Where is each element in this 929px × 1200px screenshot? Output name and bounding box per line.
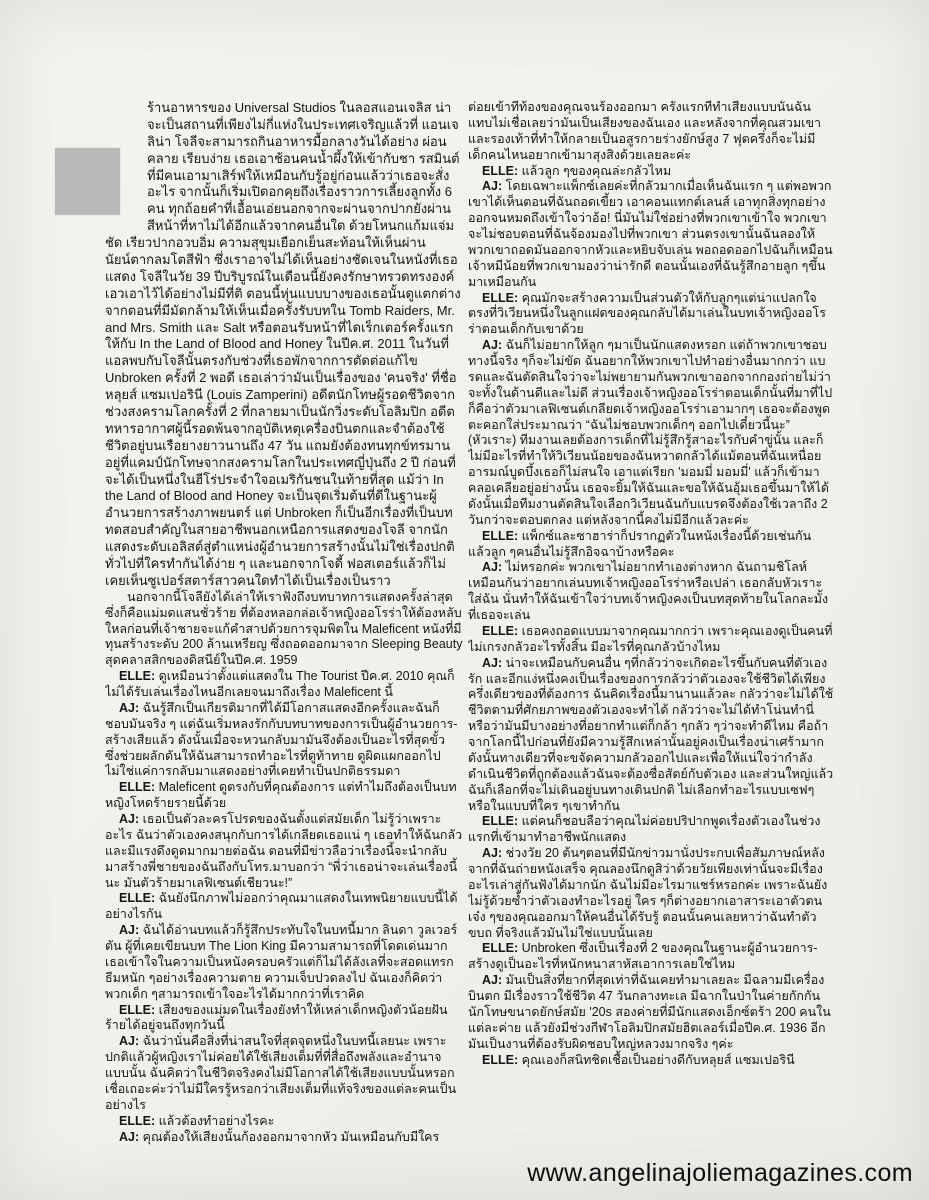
- qa-paragraph: AJ: ฉันว่านั่นคือสิ่งที่น่าสนใจที่สุดจุดหนึ่งในบทนี้เลยนะ เพราะปกติแล้วผู้หญิงเราไม่ค่อยได้ใช้เสียงเต็มที่ที่สื่อถึงพลังและอำนาจแบบนั้น ฉันคิดว่าในชีวิตจริงคงไม่มีโอกาสได้ใช้เสียงแบบนั้นหรอก เชื่อเถอะค่ะว่าไม่มีใครรู้หรอกว่าเสียงเต็มที่แท้จริงของแต่ละคนเป็นอย่างไร: [105, 1034, 457, 1112]
- speaker-label: AJ:: [482, 338, 506, 353]
- qa-paragraph: ELLE: Unbroken ซึ่งเป็นเรื่องที่ 2 ของคุณในฐานะผู้อำนวยการ-สร้างดูเป็นอะไรที่หนักหนาสาหัสเอาการเลยใช่ไหม: [468, 941, 818, 972]
- speaker-label: ELLE:: [482, 623, 522, 638]
- qa-paragraph: ELLE: แล้วต้องทำอย่างไรคะ: [119, 1113, 275, 1128]
- speaker-label: ELLE:: [482, 163, 522, 178]
- speaker-label: AJ:: [119, 1034, 143, 1049]
- body-paragraph: ร้านอาหารของ Universal Studios ในลอสแอนเจลิส น่าจะเป็นสถานที่เพียงไม่กี่แห่งในประเทศเจริญแล้วที่ แอนเจลิน่า โจลีจะสามารถกินอาหารมื้อกลางวันได้อย่าง ผ่อนคลาย เรียบง่าย เธอเอาช้อนคนน้ำผึ้งให้เข้ากับชา รสมินต์ที่มีคนเอามาเสิร์ฟให้เหมือนกับรู้อยู่ก่อนแล้วว่าเธอจะสั่งอะไร จากนั้นก็เริ่มเปิดอกคุยถึงเรื่องราวการเลี้ยงลูกทั้ง 6 คน ทุกถ้อยคำที่เอื้อนเอ่ยนอกจากจะผ่านจากปากยังผ่านสีหน้าที่หาไม่ได้อีกแล้วจากคนอื่นใด ด้วยโหนกแก้มแจ่มชัด เรียวปากอวบอิ่ม ความสุขุมเยือกเย็นสะท้อนให้เห็นผ่านนัยน์ตากลมโตสีฟ้า ซึ่งเราอาจไม่ได้เห็นอย่างชัดเจนในหนังที่เธอแสดง โจลีในวัย 39 ปีบริบูรณ์ในเดือนนี้ยังคงรักษาทรวดทรงองค์เอวเอาไว้ได้อย่างไม่มีที่ติ ตอนนี้หุ่นแบบบางของเธอนั้นดูแตกต่างจากตอนที่มีมัดกล้ามให้เห็นเมื่อครั้งรับบทใน Tomb Raiders, Mr. and Mrs. Smith และ Salt หรือตอนรับหน้าที่ไดเร็กเตอร์ครั้งแรกให้กับ In the Land of Blood and Honey ในปีค.ศ. 2011 ในวันที่แอลพบกับโจลีนั้นตรงกับช่วงที่เธอพักจากการตัดต่อแก้ไข Unbroken ครั้งที่ 2 พอดี เธอเล่าว่ามันเป็นเรื่องของ 'คนจริง' ที่ชื่อหลุยส์ แซมเปอรินี (Louis Zamperini) อดีตนักโทษผู้รอดชีวิตจากช่วงสงครามโลกครั้งที่ 2 ที่กลายมาเป็นนักวิ่งระดับโอลิมปิก อดีตทหารอากาศผู้นี้รอดพ้นจากอุบัติเหตุเครื่องบินตกและจำต้องใช้ชีวิตอยู่บนเรือยางยาวนานถึง 47 วัน แถมยังต้องทนทุกข์ทรมานอยู่ที่แคมป์นักโทษจากสงครามโลกในประเทศญี่ปุ่นถึง 2 ปี ก่อนที่จะได้เป็นหนึ่งในฮีโร่ประจำใจอเมริกันชนในท้ายที่สุด แม้ว่า In the Land of Blood and Honey จะเป็นจุดเริ่มต้นที่ดีในฐานะผู้อำนวยการสร้างภาพยนตร์ แต่ Unbroken ก็เป็นอีกเรื่องที่เป็นบททดสอบสำคัญในสายอาชีพนอกเหนือการแสดงของโจลี จากนักแสดงระดับเอลิสต์สู่ตำแหน่งผู้อำนวยการสร้างนั้นไม่ใช่เรื่องปกติทั่วไปที่ใครทำกันได้ง่าย ๆ และนอกจากโจดี้ ฟอสเตอร์แล้วก็ไม่เคยเห็นซูเปอร์สตาร์สาวคนใดทำได้เป็นเรื่องเป็นราว: [105, 100, 461, 588]
- qa-paragraph: AJ: ฉันก็ไม่อยากให้ลูก ๆมาเป็นนักแสดงหรอก แต่ถ้าพวกเขาชอบทางนี้จริง ๆก็จะไม่ขัด ฉันอยากให้พวกเขาไปทำอย่างอื่นมากกว่า แบรดและฉันตัดสินใจว่าจะไม่พยายามกันพวกเขาออกจากกองถ่ายไม่ว่าจะทั้งในด้านดีและไม่ดี ส่วนเรื่องเจ้าหญิงออโรร่าตอนเด็กนั้นที่มาที่ไปก็คือว่าตัวมาเลฟิเซนต์เกลียดเจ้าหญิงออโรร่าเอามากๆ เธอจะต้องพูดตะคอกใส่ประมาณว่า “ฉันไม่ชอบพวกเด็กๆ ออกไปเดี๋ยวนี้นะ” (หัวเราะ) ทีมงานเลยต้องการเด็กที่ไม่รู้สึกรู้สาอะไรกับคำขู่นั้น และก็ไม่มีอะไรที่ทำให้วิเวียนน้อยของฉันหวาดกลัวได้แม้ตอนที่ฉันเหนื่อย อารมณ์บูดบึ้งเธอก็ไม่สนใจ เอาแต่เรียก 'มอมมี่ มอมมี่' แล้วก็เข้ามาคลอเคลียอยู่อย่างนั้น เธอจะยิ้มให้ฉันและขอให้ฉันอุ้มเธอขึ้นมาให้ได้ ดังนั้นเมื่อทีมงานตัดสินใจเลือกวิเวียนฉันกับแบรดจึงต้องใช้เวลาถึง 2 วันกว่าจะตอบตกลง แต่หลังจากนี้คงไม่มีอีกแล้วละค่ะ: [468, 338, 833, 527]
- qa-paragraph: ELLE: ฉันยังนึกภาพไม่ออกว่าคุณมาแสดงในเทพนิยายแบบนี้ได้อย่างไรกัน: [105, 891, 458, 922]
- speaker-label: AJ:: [119, 923, 143, 938]
- speaker-label: ELLE:: [119, 891, 159, 906]
- qa-paragraph: ELLE: แล้วลูก ๆของคุณล่ะกลัวไหม: [482, 163, 672, 178]
- speaker-label: ELLE:: [119, 1113, 159, 1128]
- opening-indent-spacer: [105, 100, 147, 230]
- speaker-label: ELLE:: [482, 290, 522, 305]
- speaker-label: ELLE:: [119, 780, 159, 795]
- body-paragraph: นอกจากนี้โจลียังได้เล่าให้เราฟังถึงบทบาทการแสดงครั้งล่าสุด ซึ่งก็คือแม่มดแสนชั่วร้าย ที่ต้องหลอกล่อเจ้าหญิงออโรร่าให้ต้องหลับใหลก่อนที่เจ้าชายจะแก้คำสาปด้วยการจุมพิตใน Maleficent หนังที่มีทุนสร้างระดับ 200 ล้านเหรียญ ซึ่งถอดออกมาจาก Sleeping Beauty สุดคลาสสิกของดิสนีย์ในปีค.ศ. 1959: [105, 589, 463, 668]
- qa-paragraph: ELLE: คุณมักจะสร้างความเป็นส่วนตัวให้กับลูกๆแต่น่าแปลกใจตรงที่วิเวียนหนึ่งในลูกแฝดของคุณกลับได้มาเล่นในบทเจ้าหญิงออโรร่าตอนเด็กกับเขาด้วย: [468, 290, 826, 337]
- speaker-label: ELLE:: [482, 1052, 522, 1067]
- qa-paragraph: AJ: ช่วงวัย 20 ต้นๆตอนที่มีนักข่าวมานั่งประกบเพื่อสัมภาษณ์หลังจากที่ฉันถ่ายหนังเสร็จ คุณลองนึกดูสิว่าด้วยวัยเพียงเท่านั้นจะมีเรื่องอะไรเล่าสู่กันฟังได้มากนัก ฉันไม่มีอะไรมาแชร์หรอกค่ะ เพราะฉันยังไม่รู้ด้วยซ้ำว่าตัวเองทำอะไรอยู่ ใคร ๆก็ต่างอยากเอาสาระเอาตัวตนเจ๋ง ๆของคุณออกมาให้คนอื่นได้รับรู้ ตอนนั้นคนเลยหาว่าฉันทำตัวขบถ ที่จริงแล้วมันไม่ใช่แบบนั้นเลย: [468, 846, 828, 940]
- qa-paragraph: ELLE: Maleficent ดูตรงกับที่คุณต้องการ แต่ทำไมถึงต้องเป็นบทหญิงโหดร้ายรายนี้ด้วย: [105, 780, 457, 811]
- qa-paragraph: AJ: ฉันได้อ่านบทแล้วก็รู้สึกประทับใจในบทนี้มาก ลินดา วูลเวอร์ตัน ผู้ที่เคยเขียนบท The Lion King มีความสามารถที่โดดเด่นมาก เธอเข้าใจในความเป็นหนังครอบครัวแต่ก็ไม่ได้ลังเลที่จะสอดแทรกธีมหนัก ๆอย่างเรื่องความตาย ความเจ็บปวดลงไป ฉันเองก็คิดว่าพวกเด็ก ๆสามารถเข้าใจอะไรได้มากกว่าที่เราคิด: [105, 923, 458, 1001]
- speaker-label: ELLE:: [482, 814, 522, 829]
- speaker-label: AJ:: [482, 179, 506, 194]
- qa-paragraph: AJ: น่าจะเหมือนกับคนอื่น ๆที่กลัวว่าจะเกิดอะไรขึ้นกับคนที่ตัวเองรัก และอีกแง่หนึ่งคงเป็นเรื่องของการกลัวว่าตัวเองจะใช้ชีวิตได้เพียงครึ่งเดียวของที่ต้องการ ฉันคิดเรื่องนี้มานานแล้วละ กลัวว่าจะไม่ได้ใช้ชีวิตตามที่ศักยภาพของตัวเองจะทำได้ กลัวว่าจะไม่ได้ทำโน่นทำนี่ หรือว่ามันมีบางอย่างที่อยากทำแต่ก็กล้า ๆกลัว ๆว่าจะทำดีไหม คือถ้าจากโลกนี้ไปก่อนที่ยังมีความรู้สึกเหล่านั้นอยู่คงเป็นเรื่องน่าเศร้ามาก ดังนั้นทางเดียวที่จะขจัดความกลัวออกไปและเพื่อให้แน่ใจว่ากำลังดำเนินชีวิตที่ถูกต้องแล้วฉันจะต้องซื่อสัตย์กับตัวเอง และส่วนใหญ่แล้วฉันก็เลือกที่จะไม่เดินอยู่บนทางเดินปกติ ไม่เลือกทำอะไรแบบเซฟๆ หรือในแบบที่ใคร ๆเขาทำกัน: [468, 655, 834, 813]
- speaker-label: ELLE:: [119, 1002, 159, 1017]
- qa-paragraph: ELLE: แต่คนก็ชอบลือว่าคุณไม่ค่อยปริปากพูดเรื่องตัวเองในช่วงแรกที่เข้ามาทำอาชีพนักแสดง: [468, 814, 821, 845]
- speaker-label: ELLE:: [482, 941, 522, 956]
- qa-paragraph: ELLE: เสียงของแม่มดในเรื่องยังทำให้เหล่าเด็กหญิงตัวน้อยฝันร้ายได้อยู่จนถึงทุกวันนี้: [105, 1002, 448, 1033]
- text-column-left: [105, 100, 463, 1148]
- speaker-label: AJ:: [482, 655, 506, 670]
- speaker-label: AJ:: [119, 700, 143, 715]
- speaker-label: AJ:: [119, 1129, 143, 1144]
- qa-paragraph: ELLE: ดูเหมือนว่าตั้งแต่แสดงใน The Tourist ปีค.ศ. 2010 คุณก็ไม่ได้รับเล่นเรื่องไหนอีกเลยจนมาถึงเรื่อง Maleficent นี้: [105, 669, 455, 700]
- qa-paragraph: AJ: เธอเป็นตัวละครโปรดของฉันตั้งแต่สมัยเด็ก ไม่รู้ว่าเพราะอะไร ฉันว่าตัวเองคงสนุกกับการได้เกลียดเธอแน่ ๆ เธอทำให้ฉันกลัวและมีแรงดึงดูดมากมายต่อฉัน ตอนที่มีข่าวลือว่าเรื่องนี้จะนำกลับมาสร้างพี่ชายของฉันถึงกับโทร.มาบอกว่า “พี่ว่าเธอน่าจะเล่นเรื่องนี้นะ มันตัวร้ายมาเลฟิเซนต์เชียวนะ!”: [105, 812, 463, 890]
- watermark-url: www.angelinajoliemagazines.com: [527, 1159, 913, 1187]
- text-column-right: [468, 100, 834, 1148]
- qa-paragraph: ELLE: แพ็กซ์และซาฮาร่าก็ปรากฏตัวในหนังเรื่องนี้ด้วยเช่นกัน แล้วลูก ๆคนอื่นไม่รู้สึกอิจฉาบ้างหรือคะ: [468, 528, 812, 559]
- qa-paragraph: ELLE: เธอคงถอดแบบมาจากคุณมากกว่า เพราะคุณเองดูเป็นคนที่ไม่เกรงกลัวอะไรทั้งสิ้น มีอะไรที่คุณกลัวบ้างไหม: [468, 623, 833, 654]
- speaker-label: AJ:: [119, 812, 143, 827]
- speaker-label: AJ:: [482, 973, 506, 988]
- qa-paragraph: AJ: คุณต้องให้เสียงนั้นก้องออกมาจากหัว มันเหมือนกับมีใคร: [119, 1129, 440, 1144]
- qa-paragraph: AJ: มันเป็นสิ่งที่ยากที่สุดเท่าที่ฉันเคยทำมาเลยละ มีฉลามมีเครื่องบินตก มีเรื่องราวใช้ชีวิต 47 วันกลางทะเล มีฉากในป่าในค่ายกักกันนักโทษขนาดยักษ์สมัย '20s สองค่ายที่มีนักแสดงเอ็กซ์ตร้า 200 คนในแต่ละค่าย แล้วยังมีช่วงกีฬาโอลิมปิกสมัยฮิตเลอร์เมื่อปีค.ศ. 1936 อีก มันเป็นงานที่ต้องรับผิดชอบใหญ่หลวงมากจริง ๆค่ะ: [468, 973, 831, 1051]
- qa-paragraph: AJ: ไม่หรอกค่ะ พวกเขาไม่อยากทำเองต่างหาก ฉันถามชิโลห์เหมือนกันว่าอยากเล่นบทเจ้าหญิงออโรร่าหรือเปล่า เธอกลับหัวเราะใส่ฉัน นั่นทำให้ฉันเข้าใจว่าบทเจ้าหญิงคงเป็นบทสุดท้ายในโลกละมั้งที่เธอจะเล่น: [468, 560, 829, 622]
- speaker-label: AJ:: [482, 846, 506, 861]
- speaker-label: AJ:: [482, 560, 506, 575]
- speaker-label: ELLE:: [119, 669, 159, 684]
- qa-paragraph: AJ: ฉันรู้สึกเป็นเกียรติมากที่ได้มีโอกาสแสดงอีกครั้งและฉันก็ชอบมันจริง ๆ แต่ฉันเริ่มหลงรักกับบทบาทของการเป็นผู้อำนวยการ-สร้างเสียแล้ว ดังนั้นเมื่อจะหวนกลับมามันจึงต้องเป็นอะไรที่สุดขั้ว ซึ่งช่วยผลักดันให้ฉันสามารถทำอะไรที่ดูท้าทาย ดูผิดแผกออกไป ไม่ใช่แค่การกลับมาแสดงอย่างที่เคยทำเป็นปกติธรรมดา: [105, 700, 458, 779]
- body-paragraph: ต่อยเข้าที่ท้องของคุณจนร้องออกมา ครั้งแรกที่ทำเสียงแบบนั้นฉันแทบไม่เชื่อเลยว่ามันเป็นเสียงของฉันเอง และหลังจากที่คุณสวมเขาและรองเท้าที่ทำให้กลายเป็นอสูรกายร่างยักษ์สูง 7 ฟุตครึ่งก็จะไม่มีเด็กคนไหนอยากเข้ามาสุงสิงด้วยเลยละค่ะ: [468, 100, 822, 162]
- qa-paragraph: AJ: โดยเฉพาะแพ็กซ์เลยค่ะที่กลัวมากเมื่อเห็นฉันแรก ๆ แต่พอพวกเขาได้เห็นตอนที่ฉันถอดเขี้ยว เอาคอนแทกต์เลนส์ เอาทุกสิ่งทุกอย่างออกจนหมดถึงเข้าใจว่าอ้อ! นี่มันไม่ใช่อย่างที่พวกเขาเข้าใจ พวกเขาจะไม่ชอบตอนที่ฉันจ้องมองไปที่พวกเขา ส่วนตรงเขานั้นฉันลองให้พวกเขาถอดมันออกจากหัวและหยิบจับเล่น พอถอดออกไปฉันก็เหมือนเจ้าหมีน้อยที่พวกเขามองว่าน่ารักดี ตอนนั้นเองที่ฉันรู้สึกอายลูก ๆขึ้นมาเหมือนกัน: [468, 179, 833, 289]
- speaker-label: ELLE:: [482, 528, 522, 543]
- qa-paragraph: ELLE: คุณเองก็สนิทชิดเชื้อเป็นอย่างดีกับหลุยส์ แซมเปอรินี: [482, 1052, 795, 1067]
